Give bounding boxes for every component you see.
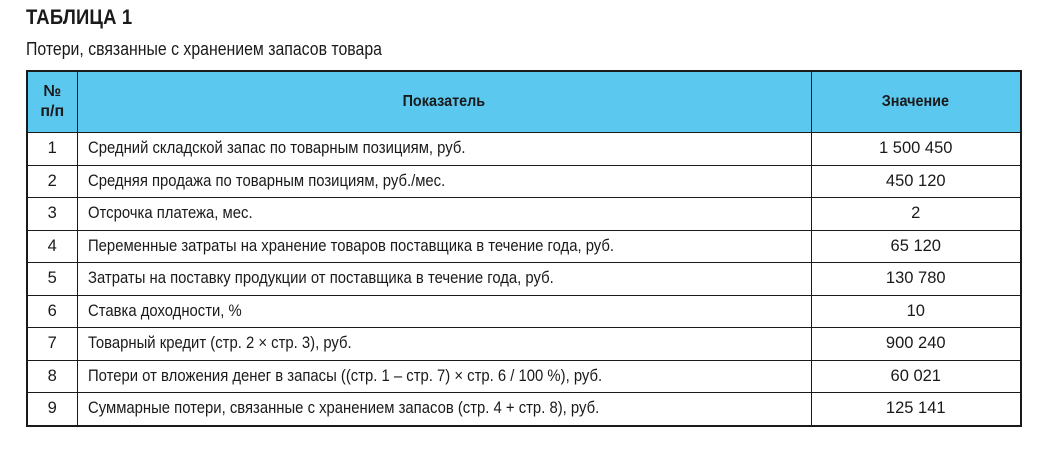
table-body: [27, 133, 1021, 426]
header-value-label: Значение: [882, 93, 950, 110]
table-row: [27, 328, 1021, 361]
row-number: 6: [27, 295, 77, 328]
header-indicator: [77, 71, 811, 133]
header-num: [27, 71, 77, 133]
row-value: 2: [811, 198, 1021, 231]
table-row: [27, 360, 1021, 393]
row-value: 900 240: [811, 328, 1021, 361]
row-number: 8: [27, 360, 77, 393]
row-indicator: [77, 198, 811, 231]
header-num-line1: №: [43, 83, 62, 100]
row-value: 10: [811, 295, 1021, 328]
row-value: 130 780: [811, 263, 1021, 296]
row-indicator: [77, 295, 811, 328]
row-value: 60 021: [811, 360, 1021, 393]
row-number: 7: [27, 328, 77, 361]
data-table: [26, 70, 1022, 427]
row-indicator: [77, 328, 811, 361]
row-number: 2: [27, 165, 77, 198]
row-indicator-text: Товарный кредит (стр. 2 × стр. 3), руб.: [87, 334, 352, 353]
table-row: [27, 393, 1021, 426]
table-row: [27, 198, 1021, 231]
row-indicator: [77, 263, 811, 296]
row-indicator-text: Отсрочка платежа, мес.: [87, 204, 253, 223]
table-caption: Потери, связанные с хранением запасов товара: [26, 39, 382, 59]
table-title: ТАБЛИЦА 1: [26, 6, 133, 29]
row-value: 125 141: [811, 393, 1021, 426]
row-indicator-text: Средняя продажа по товарным позициям, руб./мес.: [87, 171, 445, 190]
table-row: [27, 295, 1021, 328]
row-number: 5: [27, 263, 77, 296]
row-number: 9: [27, 393, 77, 426]
row-number: 1: [27, 133, 77, 166]
header-indicator-label: Показатель: [402, 93, 486, 110]
row-value: 65 120: [811, 230, 1021, 263]
row-indicator: [77, 230, 811, 263]
header-num-line2: п/п: [40, 103, 65, 120]
row-indicator-text: Затраты на поставку продукции от поставщика в течение года, руб.: [87, 269, 554, 288]
table-row: [27, 165, 1021, 198]
header-value: [811, 71, 1021, 133]
row-indicator-text: Средний складской запас по товарным позициям, руб.: [87, 139, 465, 158]
table-row: [27, 133, 1021, 166]
row-number: 3: [27, 198, 77, 231]
row-indicator-text: Суммарные потери, связанные с хранением запасов (стр. 4 + стр. 8), руб.: [87, 399, 599, 418]
row-value: 1 500 450: [811, 133, 1021, 166]
row-indicator: [77, 133, 811, 166]
header-row: [27, 71, 1021, 133]
table-row: [27, 230, 1021, 263]
row-indicator: [77, 165, 811, 198]
row-number: 4: [27, 230, 77, 263]
row-indicator-text: Ставка доходности, %: [87, 301, 242, 320]
row-indicator-text: Потери от вложения денег в запасы ((стр. 1 – стр. 7) × стр. 6 / 100 %), руб.: [87, 366, 602, 385]
row-indicator: [77, 393, 811, 426]
row-indicator: [77, 360, 811, 393]
table-row: [27, 263, 1021, 296]
row-value: 450 120: [811, 165, 1021, 198]
row-indicator-text: Переменные затраты на хранение товаров поставщика в течение года, руб.: [87, 236, 614, 255]
